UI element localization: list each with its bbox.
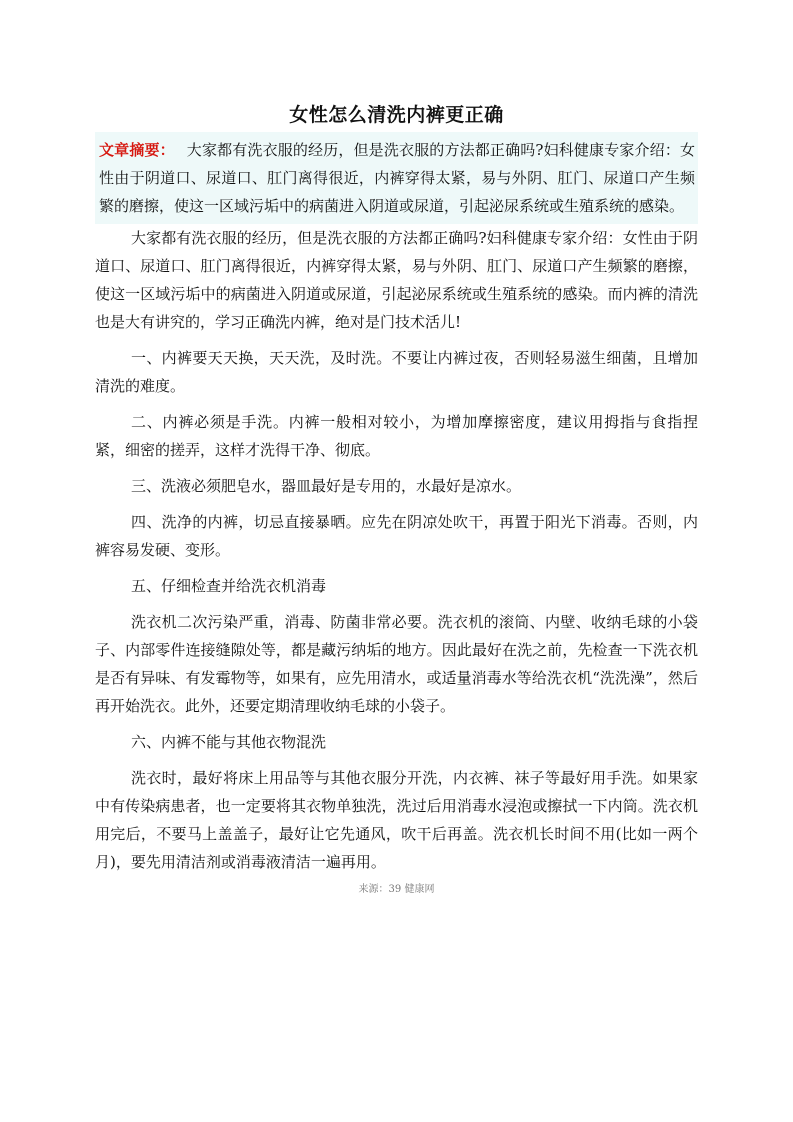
paragraph-tip-4: 四、洗净的内裤，切忌直接暴晒。应先在阴凉处吹干，再置于阳光下消毒。否则，内裤容易发硬、变形。 [95,513,698,559]
article-title: 女性怎么清洗内裤更正确 [289,104,504,126]
paragraph-tip-2: 二、内裤必须是手洗。内裤一般相对较小，为增加摩擦密度，建议用拇指与食指捏紧，细密的搓弄，这样才洗得干净、彻底。 [95,413,698,459]
document-page [95,0,698,895]
paragraph-intro: 大家都有洗衣服的经历，但是洗衣服的方法都正确吗?妇科健康专家介绍：女性由于阴道口、尿道口、肛门离得很近，内裤穿得太紧，易与外阴、肛门、尿道口产生频繁的磨擦，使这一区域污垢中的病菌进入阴道或尿道，引起泌尿系统或生殖系统的感染。而内裤的清洗也是大有讲究的，学习正确洗内裤，绝对是门技术活儿! [95,229,698,331]
summary-text: 大家都有洗衣服的经历，但是洗衣服的方法都正确吗?妇科健康专家介绍：女性由于阴道口、尿道口、肛门离得很近，内裤穿得太紧，易与外阴、肛门、尿道口产生频繁的磨擦，使这一区域污垢中的病菌进入阴道或尿道，引起泌尿系统或生殖系统的感染。 [99,141,695,215]
article-summary [95,132,698,224]
summary-label: 文章摘要： [99,141,175,159]
source-note: 来源：39 健康网 [358,884,435,895]
paragraph-tip-5: 洗衣机二次污染严重，消毒、防菌非常必要。洗衣机的滚筒、内壁、收纳毛球的小袋子、内部零件连接缝隙处等，都是藏污纳垢的地方。因此最好在洗之前，先检查一下洗衣机是否有异味、有发霉物等，如果有，应先用清水，或适量消毒水等给洗衣机“洗洗澡”，然后再开始洗衣。此外，还要定期清理收纳毛球的小袋子。 [95,613,698,715]
paragraph-tip-3: 三、洗液必须肥皂水，器皿最好是专用的，水最好是凉水。 [131,477,522,495]
paragraph-tip-6: 洗衣时，最好将床上用品等与其他衣服分开洗，内衣裤、袜子等最好用手洗。如果家中有传染病患者，也一定要将其衣物单独洗，洗过后用消毒水浸泡或擦拭一下内筒。洗衣机用完后，不要马上盖盖子，最好让它先通风，吹干后再盖。洗衣机长时间不用(比如一两个月)，要先用清洁剂或消毒液清洁一遍再用。 [95,769,698,871]
paragraph-tip-1: 一、内裤要天天换，天天洗，及时洗。不要让内裤过夜，否则轻易滋生细菌，且增加清洗的难度。 [95,349,698,395]
heading-tip-6: 六、内裤不能与其他衣物混洗 [131,733,327,751]
heading-tip-5: 五、仔细检查并给洗衣机消毒 [131,577,327,595]
